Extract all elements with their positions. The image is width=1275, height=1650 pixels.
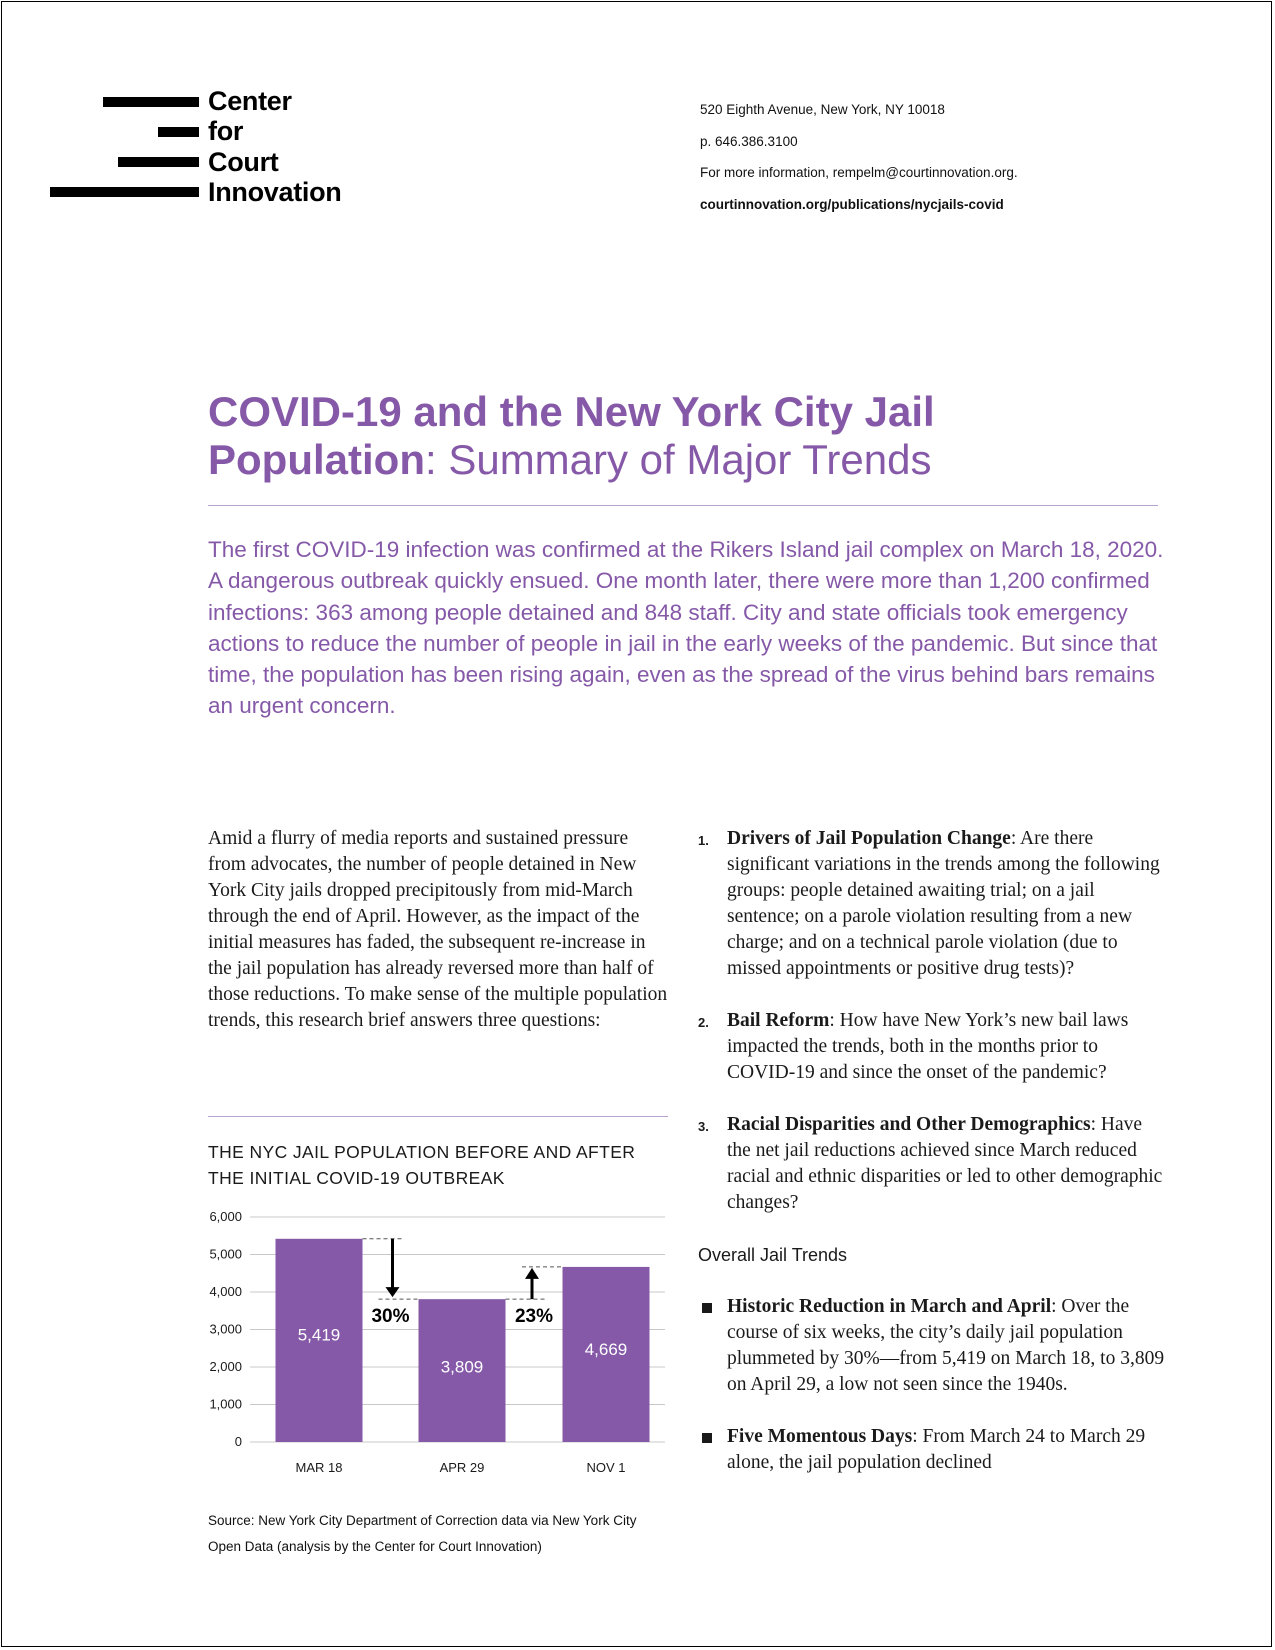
logo-bar bbox=[50, 187, 199, 197]
y-tick-label: 3,000 bbox=[209, 1321, 242, 1337]
bullet-square-icon bbox=[702, 1433, 712, 1443]
question-item bbox=[698, 1008, 1168, 1086]
more-info-email[interactable]: For more information, rempelm@courtinnovation.org. bbox=[700, 165, 1018, 180]
right-column bbox=[698, 826, 1168, 1476]
bar-value-label: 3,809 bbox=[440, 1357, 484, 1377]
bullet-text: : From March 24 to March 29 alone, the jail population declined bbox=[727, 1426, 1146, 1473]
question-item bbox=[698, 826, 1168, 982]
address: 520 Eighth Avenue, New York, NY 10018 bbox=[700, 102, 945, 117]
logo-bar bbox=[158, 127, 199, 137]
title-bold-part: Population bbox=[208, 436, 425, 483]
question-item bbox=[698, 1112, 1168, 1216]
logo-word-for: for bbox=[208, 116, 244, 146]
logo-bar bbox=[118, 157, 199, 167]
section-heading: Overall Jail Trends bbox=[698, 1245, 848, 1265]
percent-change-label: 30% bbox=[371, 1306, 410, 1328]
y-tick-label: 0 bbox=[234, 1434, 242, 1449]
question-heading: Racial Disparities and Other Demographics bbox=[727, 1114, 1091, 1135]
chart-source: Source: New York City Department of Correction data via New York City Open Data (analysis by the Center for Court Innovation) bbox=[208, 1513, 637, 1554]
up-arrow-icon bbox=[525, 1268, 539, 1279]
bullet-item bbox=[698, 1294, 1168, 1398]
percent-change-label: 23% bbox=[514, 1306, 554, 1328]
y-tick-label: 1,000 bbox=[209, 1396, 242, 1412]
jail-population-chart bbox=[205, 1200, 675, 1490]
y-tick-label: 6,000 bbox=[209, 1209, 242, 1224]
chart-title: THE NYC JAIL POPULATION BEFORE AND AFTER THE INITIAL COVID-19 OUTBREAK bbox=[208, 1142, 636, 1188]
publication-url[interactable]: courtinnovation.org/publications/nycjails-covid bbox=[700, 196, 1004, 212]
x-category-label: APR 29 bbox=[439, 1460, 485, 1475]
logo-word-center: Center bbox=[208, 86, 292, 116]
question-number: 3. bbox=[698, 1119, 709, 1134]
logo-word-innovation: Innovation bbox=[208, 177, 342, 207]
phone[interactable]: p. 646.386.3100 bbox=[700, 133, 798, 149]
question-text: : Have the net jail reductions achieved since March reduced racial and ethnic disparities or led to other demographic changes? bbox=[727, 1114, 1163, 1213]
y-tick-label: 2,000 bbox=[209, 1359, 242, 1374]
intro-paragraph: The first COVID-19 infection was confirmed at the Rikers Island jail complex on March 18, 2020. A dangerous outbreak quickly ensued. One month later, there were more than 1,200 confirmed infections: 363 among people detained and 848 staff. City and state officials took emergency actions to reduce the number of people in jail in the early weeks of the pandemic. But since that time, the population has been rising again, even as the spread of the virus behind bars remains an urgent concern. bbox=[208, 537, 1164, 719]
center-for-court-innovation-logo[interactable] bbox=[50, 86, 370, 222]
question-text: : How have New York’s new bail laws impacted the trends, both in the months prior to COVID-19 and since the onset of the pandemic? bbox=[727, 1010, 1129, 1083]
question-number: 2. bbox=[698, 1015, 709, 1030]
bar-value-label: 4,669 bbox=[584, 1340, 628, 1360]
question-heading: Bail Reform bbox=[727, 1010, 830, 1031]
question-heading: Drivers of Jail Population Change bbox=[727, 828, 1011, 849]
bullet-heading: Five Momentous Days bbox=[727, 1426, 913, 1447]
bullet-heading: Historic Reduction in March and April bbox=[727, 1296, 1052, 1317]
question-number: 1. bbox=[698, 833, 709, 848]
chart-divider bbox=[208, 1116, 668, 1117]
title-subtitle-part: : Summary of Major Trends bbox=[424, 436, 932, 483]
bullet-square-icon bbox=[702, 1303, 712, 1313]
y-tick-label: 4,000 bbox=[209, 1284, 242, 1299]
bullet-item bbox=[698, 1424, 1168, 1476]
contact-block bbox=[700, 100, 1018, 226]
title-line-1: COVID-19 and the New York City Jail bbox=[208, 388, 935, 435]
bullet-text: : Over the course of six weeks, the city’s daily jail population plummeted by 30%—from 5,419 on March 18, to 3,809 on April 29, a low not seen since the 1940s. bbox=[727, 1296, 1165, 1395]
bar-value-label: 5,419 bbox=[297, 1325, 341, 1345]
x-category-label: MAR 18 bbox=[295, 1460, 343, 1475]
y-tick-label: 5,000 bbox=[209, 1246, 242, 1262]
question-text: : Are there significant variations in the trends among the following groups: people detained awaiting trial; on a jail sentence; on a parole violation resulting from a new charge; and on a technical parole violation (due to missed appointments or positive drug tests)? bbox=[727, 828, 1160, 979]
logo-bar bbox=[103, 97, 199, 107]
x-category-label: NOV 1 bbox=[586, 1460, 626, 1475]
page-title bbox=[208, 388, 1168, 484]
body-paragraph: Amid a flurry of media reports and sustained pressure from advocates, the number of people detained in New York City jails dropped precipitously from mid-March through the end of April. However, as the impact of the initial measures has faded, the subsequent re-increase in the jail population has already reversed more than half of those reductions. To make sense of the multiple population trends, this research brief answers three questions: bbox=[208, 828, 668, 1031]
logo-word-court: Court bbox=[208, 147, 279, 177]
title-divider bbox=[208, 505, 1158, 506]
